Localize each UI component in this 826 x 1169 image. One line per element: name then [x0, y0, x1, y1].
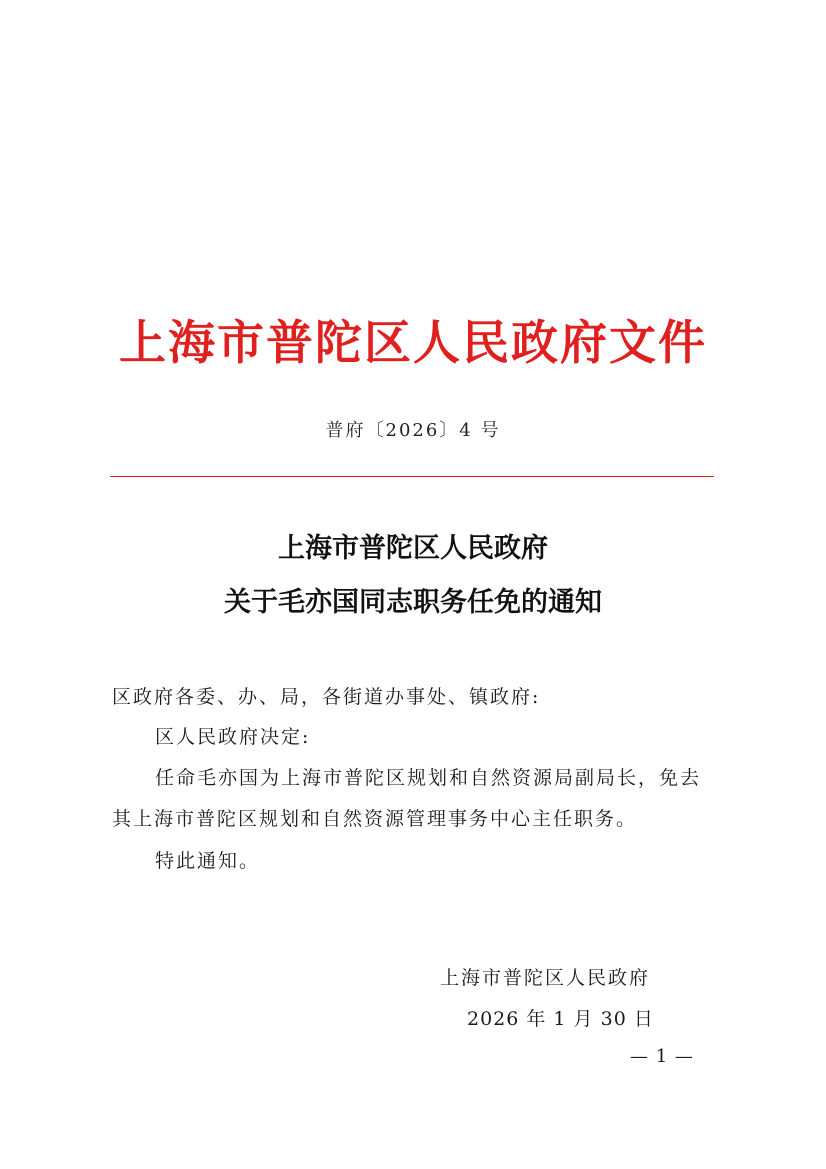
closing-text: 特此通知。: [155, 850, 261, 872]
decision-intro: 区人民政府决定:: [155, 726, 311, 748]
red-divider-line: [110, 476, 714, 477]
document-title-line-2: 关于毛亦国同志职务任免的通知: [224, 587, 602, 618]
page-number: — 1 —: [630, 1046, 694, 1067]
issuer-title: 上海市普陀区人民政府文件: [119, 316, 707, 371]
issue-date: 2026 年 1 月 30 日: [467, 1008, 654, 1030]
appointment-text-line-2: 其上海市普陀区规划和自然资源管理事务中心主任职务。: [112, 808, 638, 830]
signature: 上海市普陀区人民政府: [440, 967, 651, 989]
document-number: 普府〔2026〕4 号: [325, 420, 501, 441]
appointment-text-line-1: 任命毛亦国为上海市普陀区规划和自然资源局副局长，免去: [155, 767, 702, 789]
addressee: 区政府各委、办、局，各街道办事处、镇政府:: [112, 686, 541, 708]
document-title-line-1: 上海市普陀区人民政府: [278, 533, 548, 564]
